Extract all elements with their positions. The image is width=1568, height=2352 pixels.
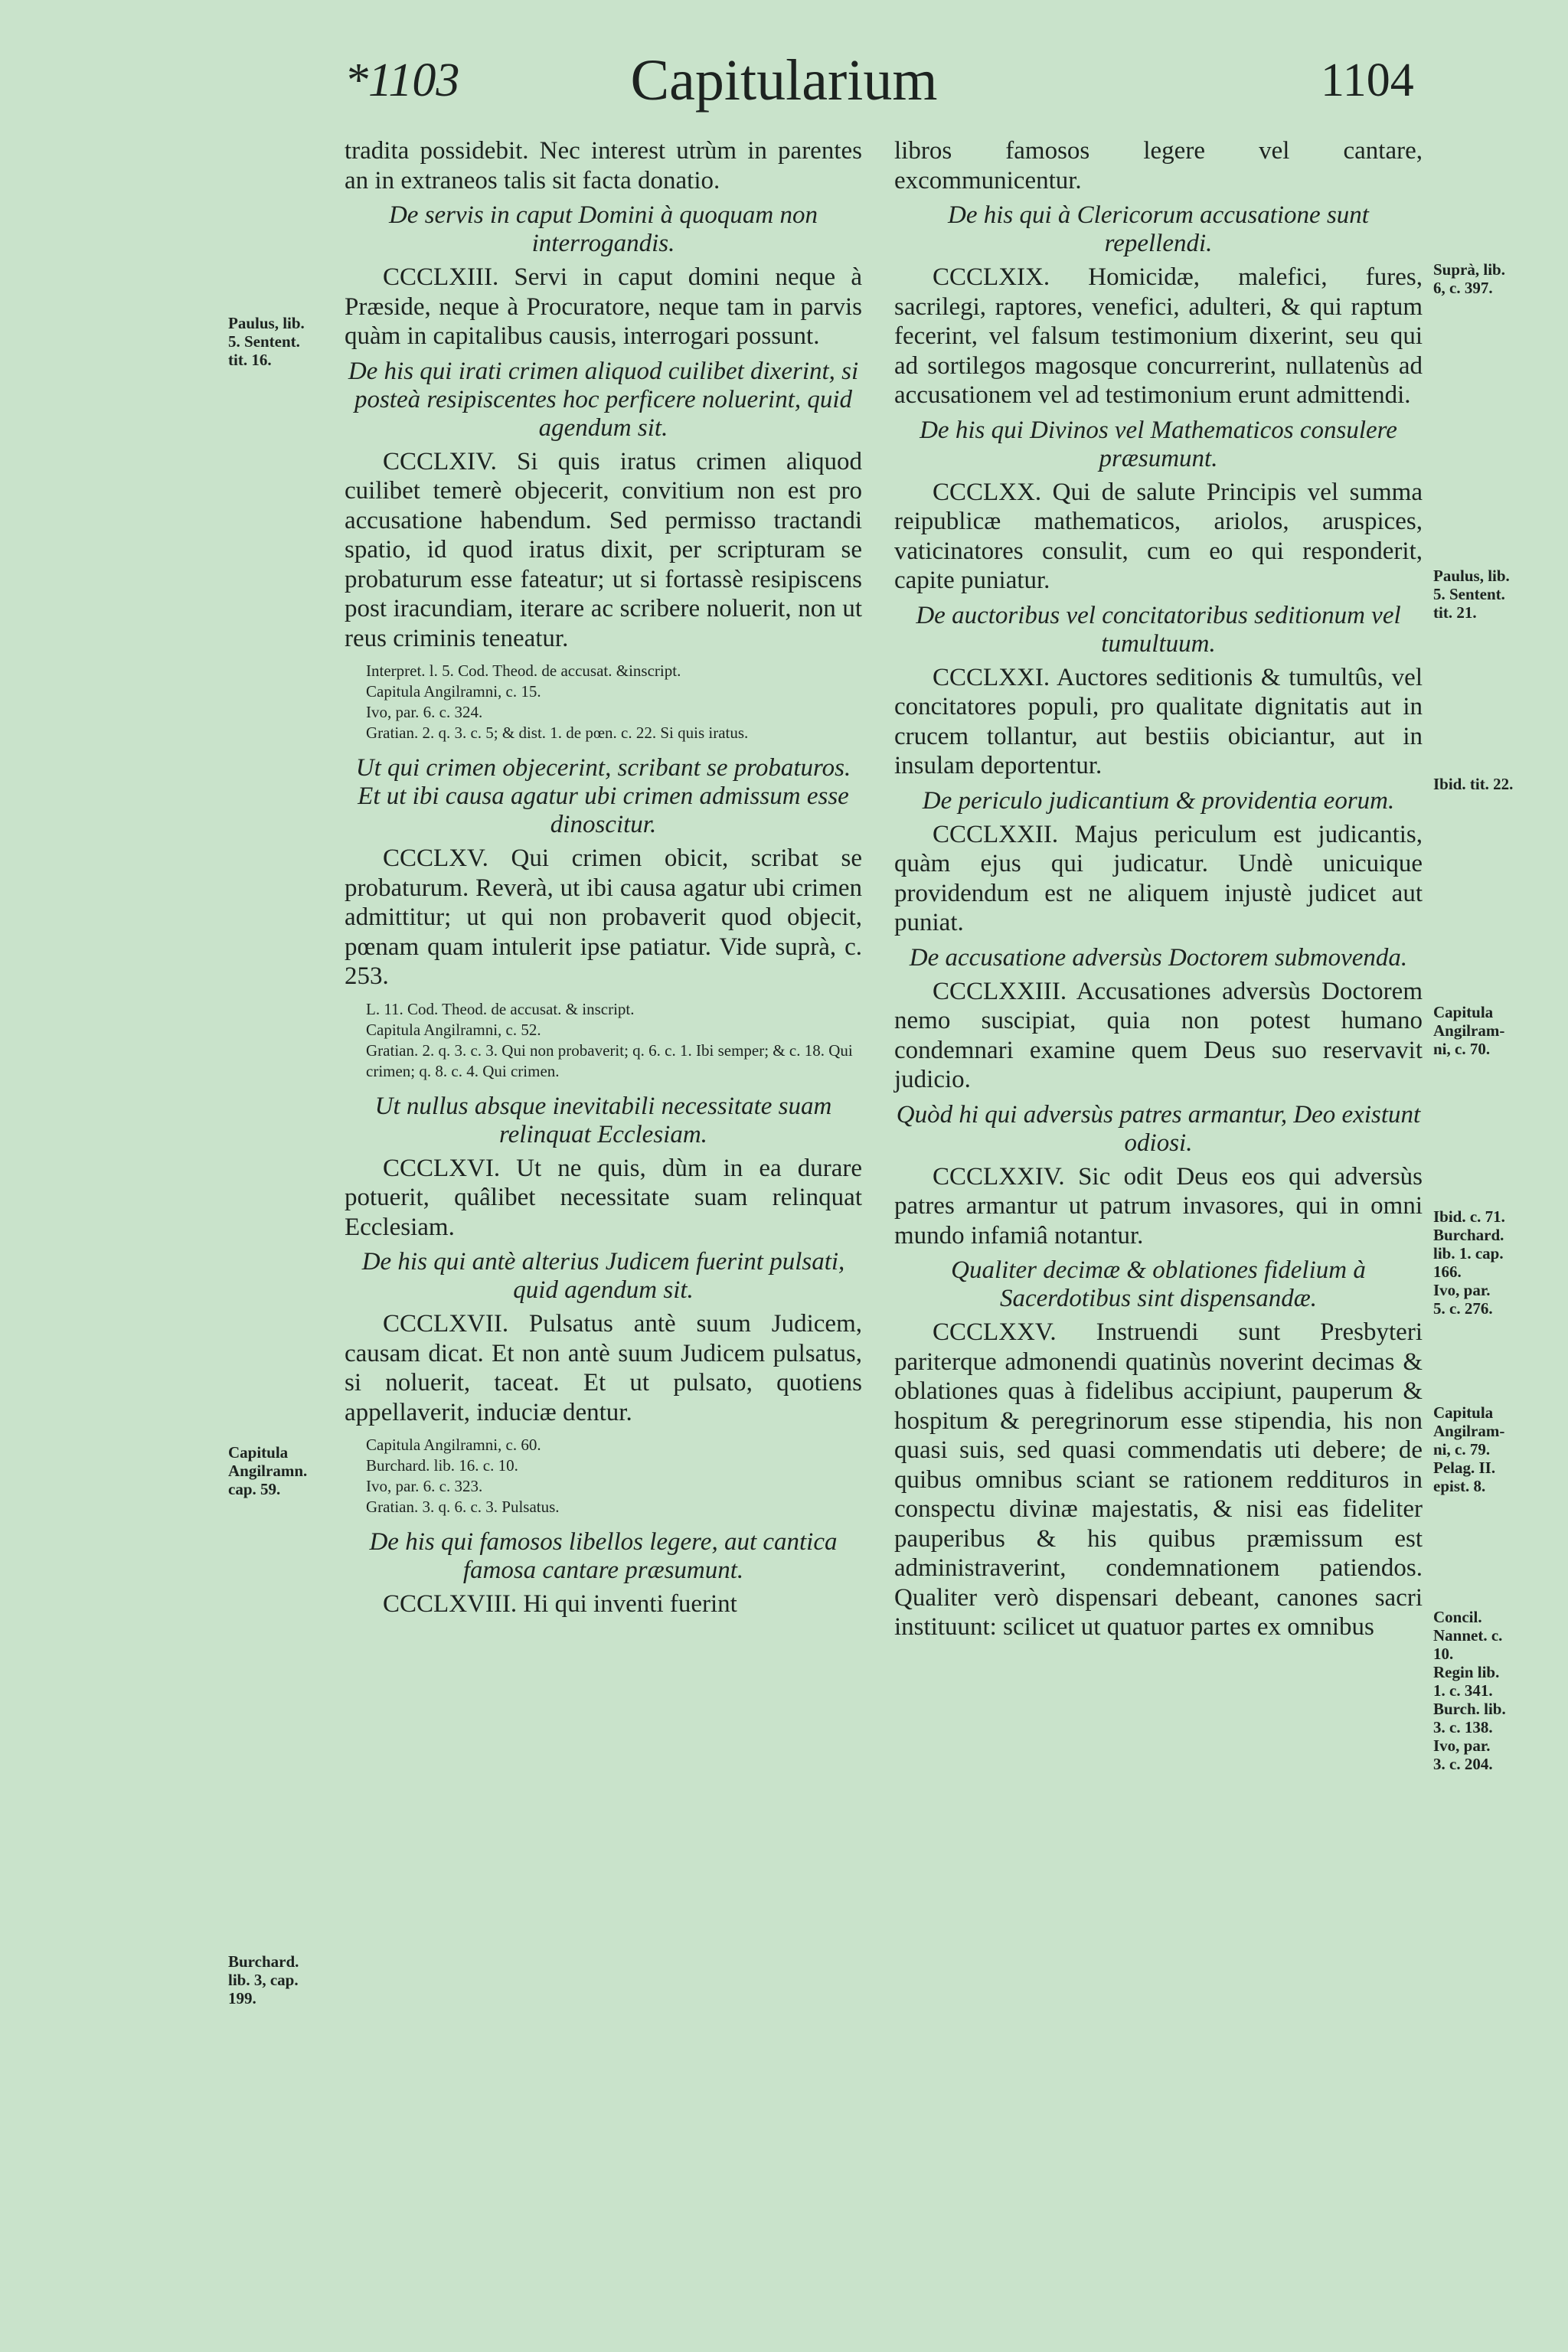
- margin-note-line: Ivo, par.: [1433, 1281, 1491, 1299]
- margin-note: [228, 314, 335, 369]
- margin-note-line: Regin lib.: [1433, 1663, 1500, 1681]
- margin-note-line: Burchard.: [228, 1952, 299, 1971]
- margin-note-line: Ibid. tit. 22.: [1433, 775, 1514, 793]
- chapter-paragraph: CCCLXIX. Homicidæ, malefici, fures, sacrilegi, raptores, venefici, adulteri, & qui raptum fecerint, vel falsum testimonium dixerint, seu qui ad sortilegos magosque concurrerint, nullatenùs ad accusationem vel ad testimonium erunt admittendi.: [894, 263, 1423, 409]
- chapter-paragraph: CCCLXV. Qui crimen obicit, scribat se probaturum. Reverà, ut ibi causa agatur ubi crimen admittitur; ut qui non probaverit quod objecit, pœnam quam intulerit ipse patiatur. Vide suprà, c. 253.: [345, 844, 862, 990]
- margin-note-line: 10.: [1433, 1645, 1454, 1663]
- margin-note: [1433, 1403, 1548, 1495]
- chapter-paragraph: CCCLXIII. Servi in caput domini neque à Præside, neque à Procuratore, neque tam in parvis quàm in capitalibus causis, interrogari possunt.: [345, 263, 862, 350]
- page-number-left: *1103: [345, 54, 460, 106]
- margin-note-line: Burchard.: [1433, 1226, 1504, 1244]
- margin-note: [1433, 1003, 1548, 1058]
- chapter-paragraph: CCCLXVII. Pulsatus antè suum Judicem, causam dicat. Et non antè suum Judicem pulsatus, si noluerit, taceat. Et ut pulsato, quotiens appellaverit, induciæ dentur.: [345, 1310, 862, 1426]
- chapter-paragraph: CCCLXVIII. Hi qui inventi fuerint: [383, 1590, 737, 1618]
- section-heading: De accusatione adversùs Doctorem submovenda.: [909, 943, 1408, 972]
- section-heading: De auctoribus vel concitatoribus seditionum vel tumultuum.: [916, 601, 1401, 658]
- margin-note-line: Paulus, lib.: [228, 314, 305, 332]
- section-heading: Qualiter decimæ & oblationes fidelium à Sacerdotibus sint dispensandæ.: [951, 1256, 1366, 1312]
- citation-line: L. 11. Cod. Theod. de accusat. & inscript.: [366, 999, 635, 1018]
- margin-note-line: lib. 1. cap.: [1433, 1244, 1504, 1263]
- chapter-paragraph: libros famosos legere vel cantare, excommunicentur.: [894, 137, 1423, 194]
- margin-note-line: Pelag. II.: [1433, 1459, 1496, 1477]
- margin-note-line: 166.: [1433, 1263, 1462, 1281]
- chapter-paragraph: CCCLXIV. Si quis iratus crimen aliquod cuilibet temerè objecerit, convitium non est pro accusatione habendum. Sed permisso tractandi spatio, id quod iratus dixit, per scripturam se probaturum esse fateatur; ut si fortassè resipiscens post iracundiam, iterare ac scribere noluerit, non ut reus criminis teneatur.: [345, 447, 862, 652]
- citation-line: Capitula Angilramni, c. 60.: [366, 1436, 541, 1454]
- section-heading: De periculo judicantium & providentia eorum.: [922, 786, 1395, 815]
- chapter-paragraph: CCCLXVI. Ut ne quis, dùm in ea durare potuerit, quâlibet necessitate suam relinquat Ecclesiam.: [345, 1154, 862, 1241]
- section-heading: De his qui famosos libellos legere, aut cantica famosa cantare præsumunt.: [369, 1528, 838, 1584]
- margin-note-line: 1. c. 341.: [1433, 1681, 1493, 1700]
- section-heading: De servis in caput Domini à quoquam non interrogandis.: [388, 201, 818, 257]
- margin-note-line: ni, c. 79.: [1433, 1440, 1491, 1459]
- margin-note-line: Suprà, lib.: [1433, 260, 1505, 279]
- section-heading: Ut qui crimen objecerint, scribant se probaturos. Et ut ibi causa agatur ubi crimen admissum esse dinoscitur.: [355, 754, 851, 838]
- citation-line: Ivo, par. 6. c. 324.: [366, 703, 483, 721]
- margin-note-line: 3. c. 138.: [1433, 1718, 1493, 1736]
- chapter-paragraph: CCCLXXIII. Accusationes adversùs Doctorem nemo suscipiat, quia non potest humano condemnari examine quem Deus suo reservavit judicio.: [894, 977, 1423, 1093]
- citation-line: Burchard. lib. 16. c. 10.: [366, 1456, 518, 1475]
- left-column: [345, 136, 862, 1624]
- margin-note: [228, 1952, 335, 2007]
- margin-note-line: cap. 59.: [228, 1480, 281, 1498]
- margin-note-line: Angilram-: [1433, 1422, 1505, 1440]
- margin-note-line: 199.: [228, 1989, 256, 2007]
- citation-line: Capitula Angilramni, c. 15.: [366, 682, 541, 701]
- margin-note-line: Angilramn.: [228, 1462, 308, 1480]
- margin-note-line: Capitula: [1433, 1003, 1494, 1021]
- margin-note-line: Burch. lib.: [1433, 1700, 1506, 1718]
- section-heading: Ut nullus absque inevitabili necessitate suam relinquat Ecclesiam.: [374, 1092, 832, 1148]
- margin-note-line: Angilram-: [1433, 1021, 1505, 1040]
- margin-note-line: ni, c. 70.: [1433, 1040, 1491, 1058]
- citation-line: Gratian. 2. q. 3. c. 3. Qui non probaverit; q. 6. c. 1. Ibi semper; & c. 18. Qui crimen; q. 8. c. 4. Qui crimen.: [366, 1040, 853, 1080]
- margin-note-line: 3. c. 204.: [1433, 1755, 1493, 1773]
- citation-references: [366, 999, 862, 1082]
- margin-note-line: Ivo, par.: [1433, 1736, 1491, 1755]
- chapter-paragraph: CCCLXX. Qui de salute Principis vel summa reipublicæ mathematicos, ariolos, aruspices, vaticinatores consulit, cum eo qui responderit, capite puniatur.: [894, 478, 1423, 594]
- chapter-paragraph: tradita possidebit. Nec interest utrùm in parentes an in extraneos talis sit facta donatio.: [345, 137, 862, 194]
- running-title: Capitularium: [630, 48, 938, 113]
- margin-note: [1433, 567, 1548, 622]
- margin-note: [228, 1443, 335, 1498]
- section-heading: De his qui à Clericorum accusatione sunt repellendi.: [948, 201, 1369, 257]
- citation-references: [366, 1435, 862, 1517]
- chapter-paragraph: CCCLXXII. Majus periculum est judicantis, quàm ejus qui judicatur. Undè unicuique providendum est ne aliquem injustè judicet aut puniat.: [894, 820, 1423, 936]
- margin-note-line: 6, c. 397.: [1433, 279, 1493, 297]
- section-heading: De his qui antè alterius Judicem fuerint pulsati, quid agendum sit.: [361, 1248, 845, 1304]
- margin-note: [1433, 260, 1548, 297]
- margin-note-line: Concil.: [1433, 1608, 1482, 1626]
- margin-note-line: tit. 21.: [1433, 603, 1477, 622]
- margin-note-line: Nannet. c.: [1433, 1626, 1503, 1645]
- margin-note-line: 5. Sentent.: [1433, 585, 1505, 603]
- margin-note: [1433, 775, 1548, 793]
- section-heading: Quòd hi qui adversùs patres armantur, Deo existunt odiosi.: [896, 1100, 1421, 1157]
- page-number-right: 1104: [1321, 54, 1414, 106]
- chapter-paragraph: CCCLXXI. Auctores seditionis & tumultûs, vel concitatores populi, pro qualitate dignitatis aut in crucem tollantur, aut bestiis obiciantur, aut in insulam deportentur.: [894, 663, 1423, 779]
- right-column: [894, 136, 1423, 1647]
- citation-line: Capitula Angilramni, c. 52.: [366, 1020, 541, 1039]
- margin-note-line: Capitula: [228, 1443, 289, 1462]
- margin-note-line: lib. 3, cap.: [228, 1971, 299, 1989]
- margin-note-line: Capitula: [1433, 1403, 1494, 1422]
- margin-note-line: epist. 8.: [1433, 1477, 1486, 1495]
- margin-note-line: Ibid. c. 71.: [1433, 1207, 1505, 1226]
- citation-line: Interpret. l. 5. Cod. Theod. de accusat. &inscript.: [366, 662, 681, 680]
- chapter-paragraph: CCCLXXV. Instruendi sunt Presbyteri pariterque admonendi quatinùs noverint decimas & oblationes quas à fidelibus accipiunt, pauperum & hospitum & peregrinorum esse stipendia, his non quasi suis, sed quasi commendatis uti debere; de quibus omnibus sciant se rationem reddituros in conspectu divinæ majestatis, & nisi eas fideliter pauperibus & his quibus præmissum est administraverint, condemnationem patiendos. Qualiter verò dispensari debeant, canones sacri instituunt: scilicet ut quatuor partes ex omnibus: [894, 1318, 1423, 1641]
- margin-note-line: Paulus, lib.: [1433, 567, 1510, 585]
- section-heading: De his qui Divinos vel Mathematicos consulere præsumunt.: [920, 416, 1397, 472]
- citation-line: Ivo, par. 6. c. 323.: [366, 1477, 483, 1495]
- margin-note-line: 5. c. 276.: [1433, 1299, 1493, 1318]
- citation-line: Gratian. 3. q. 6. c. 3. Pulsatus.: [366, 1498, 560, 1516]
- margin-note: [1433, 1207, 1548, 1318]
- margin-note-line: tit. 16.: [228, 351, 272, 369]
- margin-note-line: 5. Sentent.: [228, 332, 300, 351]
- margin-note: [1433, 1608, 1548, 1773]
- citation-references: [366, 661, 862, 743]
- chapter-paragraph: CCCLXXIV. Sic odit Deus eos qui adversùs patres armantur ut patrum invasores, qui in omni mundo infamiâ notantur.: [894, 1162, 1423, 1250]
- citation-line: Gratian. 2. q. 3. c. 5; & dist. 1. de pœn. c. 22. Si quis iratus.: [366, 724, 749, 742]
- section-heading: De his qui irati crimen aliquod cuilibet dixerint, si posteà resipiscentes hoc perficere noluerint, quid agendum sit.: [348, 357, 859, 442]
